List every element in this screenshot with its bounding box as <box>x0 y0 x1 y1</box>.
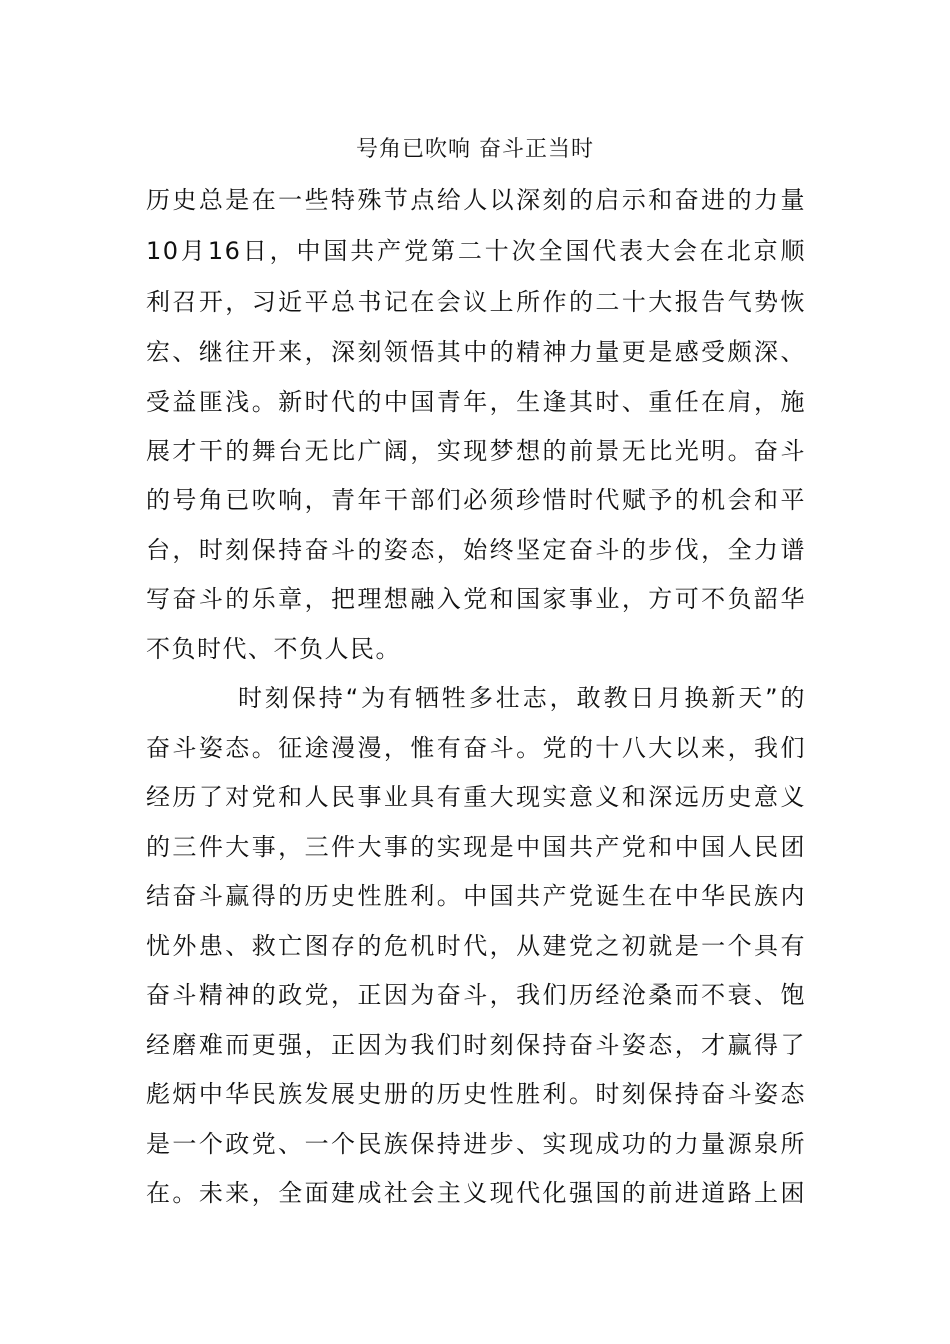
body-line: 经历了对党和人民事业具有重大现实意义和深远历史意义 <box>146 783 806 811</box>
body-line: 写奋斗的乐章，把理想融入党和国家事业，方可不负韶华 <box>146 585 806 613</box>
body-line: 的三件大事，三件大事的实现是中国共产党和中国人民团 <box>146 833 806 861</box>
body-line: 是一个政党、一个民族保持进步、实现成功的力量源泉所 <box>146 1130 806 1158</box>
body-line: 利召开，习近平总书记在会议上所作的二十大报告气势恢 <box>146 288 806 316</box>
body-line: 经磨难而更强，正因为我们时刻保持奋斗姿态，才赢得了 <box>146 1031 806 1059</box>
body-line: 彪炳中华民族发展史册的历史性胜利。时刻保持奋斗姿态 <box>146 1080 806 1108</box>
body-line: 奋斗姿态。征途漫漫，惟有奋斗。党的十八大以来，我们 <box>146 734 806 762</box>
body-line: 10月16日，中国共产党第二十次全国代表大会在北京顺 <box>146 237 806 265</box>
document-title: 号角已吹响 奋斗正当时 <box>356 137 594 162</box>
body-line: 台，时刻保持奋斗的姿态，始终坚定奋斗的步伐，全力谱 <box>146 536 806 564</box>
body-line: 的号角已吹响，青年干部们必须珍惜时代赋予的机会和平 <box>146 486 806 514</box>
body-line: 结奋斗赢得的历史性胜利。中国共产党诞生在中华民族内 <box>146 882 806 910</box>
body-line: 展才干的舞台无比广阔，实现梦想的前景无比光明。奋斗 <box>146 437 806 465</box>
body-line: 不负时代、不负人民。 <box>146 635 401 663</box>
body-line: 宏、继往开来，深刻领悟其中的精神力量更是感受颇深、 <box>146 338 806 366</box>
body-line: 奋斗精神的政党，正因为奋斗，我们历经沧桑而不衰、饱 <box>146 981 806 1009</box>
body-line: 受益匪浅。新时代的中国青年，生逢其时、重任在肩，施 <box>146 388 806 416</box>
paragraph-first-line: 时刻保持“为有牺牲多壮志，敢教日月换新天”的 <box>238 684 806 712</box>
body-line: 在。未来，全面建成社会主义现代化强国的前进道路上困 <box>146 1179 806 1207</box>
body-line: 忧外患、救亡图存的危机时代，从建党之初就是一个具有 <box>146 932 806 960</box>
body-line: 历史总是在一些特殊节点给人以深刻的启示和奋进的力量 <box>146 186 806 214</box>
